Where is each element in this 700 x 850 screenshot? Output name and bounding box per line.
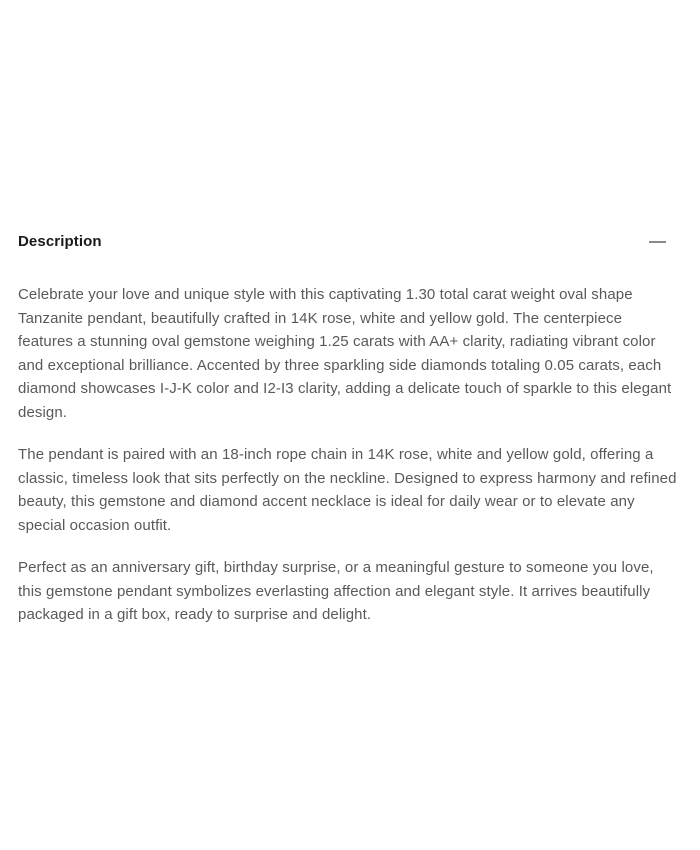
description-accordion-header[interactable] [18,230,682,254]
description-paragraph-3: Perfect as an anniversary gift, birthday surprise, or a meaningful gesture to someone you love, this gemstone pendant symbolizes everlasting affection and elegant style. It arrives beautifully packaged in a gift box, ready to surprise and delight. [18,559,654,623]
description-paragraph-1: Celebrate your love and unique style with this captivating 1.30 total carat weight oval shape Tanzanite pendant, beautifully crafted in 14K rose, white and yellow gold. The centerpiece features a stunning oval gemstone weighing 1.25 carats with AA+ clarity, radiating vibrant color and exceptional brilliance. Accented by three sparkling side diamonds totaling 0.05 carats, each diamond showcases I-J-K color and I2-I3 clarity, adding a delicate touch of sparkle to this elegant design. [18,286,672,421]
minus-icon [649,241,666,243]
description-paragraph-2: The pendant is paired with an 18-inch rope chain in 14K rose, white and yellow gold, offering a classic, timeless look that sits perfectly on the neckline. Designed to express harmony and refined beauty, this gemstone and diamond accent necklace is ideal for daily wear or to elevate any special occasion outfit. [18,446,677,534]
collapse-section-button[interactable] [649,237,666,247]
description-body [18,283,682,627]
description-section-title: Description [18,233,102,250]
